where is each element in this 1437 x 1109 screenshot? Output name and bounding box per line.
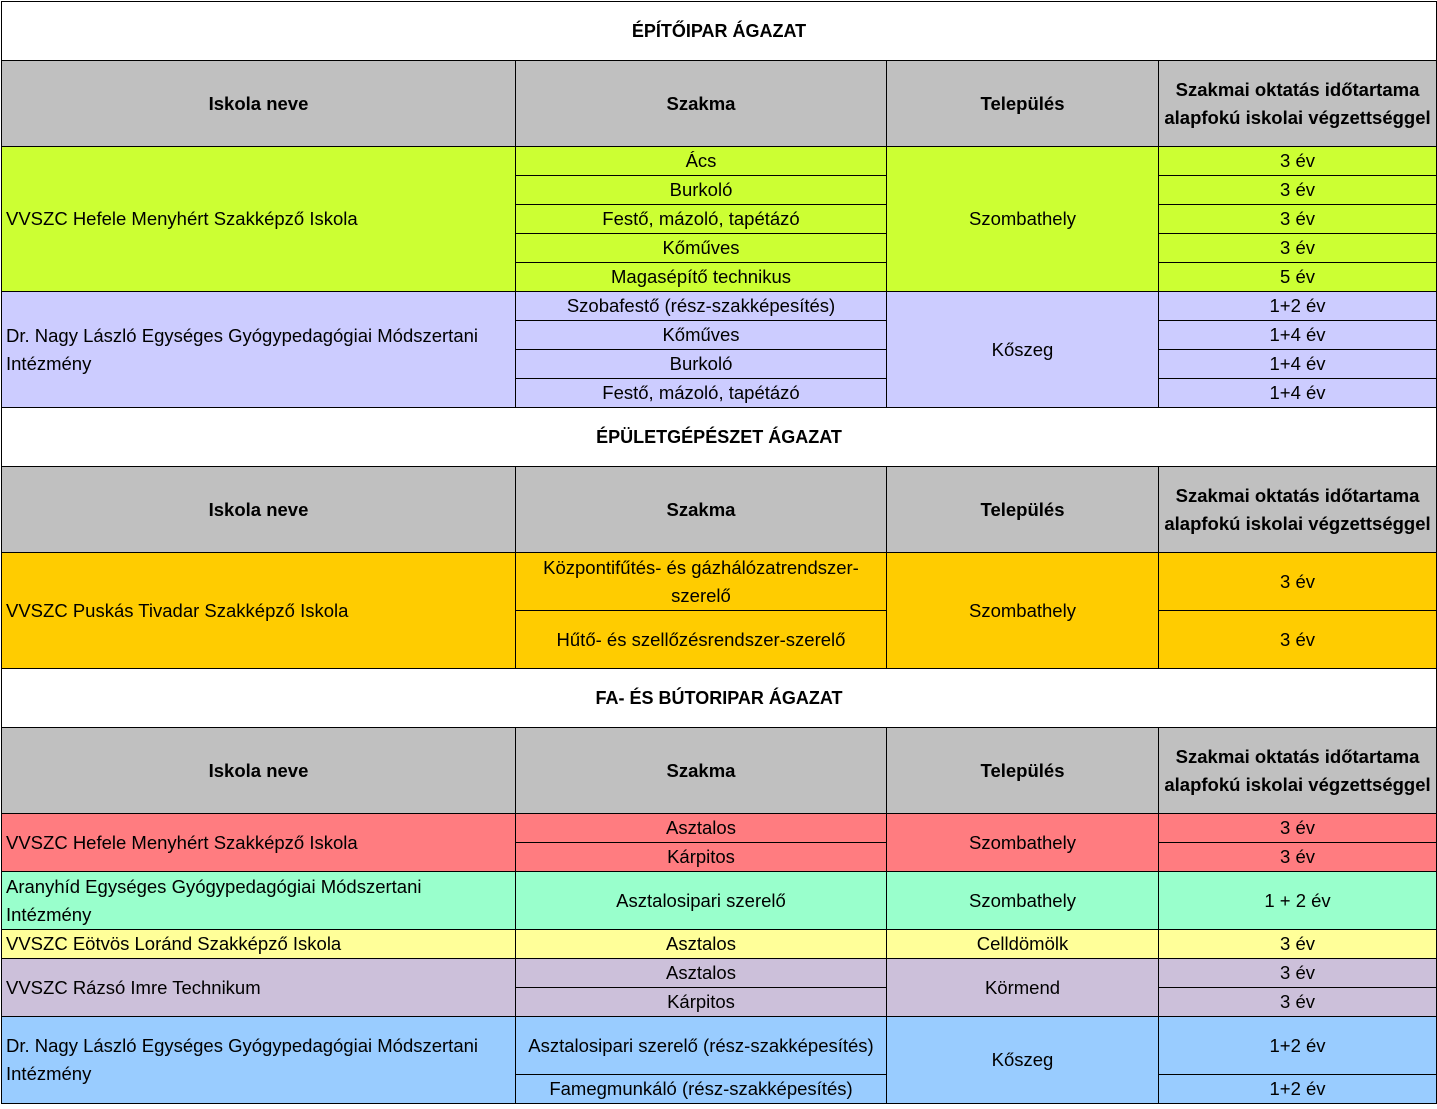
trade-cell: Famegmunkáló (rész-szakképesítés) (516, 1075, 887, 1104)
town-cell: Körmend (887, 959, 1159, 1017)
school-name: Dr. Nagy László Egységes Gyógypedagógiai Módszertani Intézmény (2, 1017, 516, 1104)
duration-cell: 1+4 év (1159, 379, 1437, 408)
duration-cell: 1+4 év (1159, 321, 1437, 350)
header-row (2, 728, 1437, 814)
duration-cell: 1+2 év (1159, 292, 1437, 321)
trade-cell: Asztalos (516, 814, 887, 843)
school-name: Dr. Nagy László Egységes Gyógypedagógiai Módszertani Intézmény (2, 292, 516, 408)
trade-cell: Festő, mázoló, tapétázó (516, 205, 887, 234)
school-name: Aranyhíd Egységes Gyógypedagógiai Módszertani Intézmény (2, 872, 516, 930)
training-table (1, 1, 1437, 1104)
table-row (2, 814, 1437, 843)
trade-cell: Asztalos (516, 959, 887, 988)
table-row (2, 292, 1437, 321)
header-duration: Szakmai oktatás időtartama alapfokú iskolai végzettséggel (1159, 728, 1437, 814)
trade-cell: Kárpitos (516, 843, 887, 872)
header-school: Iskola neve (2, 61, 516, 147)
duration-cell: 3 év (1159, 611, 1437, 669)
table-row (2, 930, 1437, 959)
duration-cell: 3 év (1159, 553, 1437, 611)
duration-cell: 3 év (1159, 930, 1437, 959)
duration-cell: 1+4 év (1159, 350, 1437, 379)
duration-cell: 3 év (1159, 814, 1437, 843)
header-school: Iskola neve (2, 728, 516, 814)
header-town: Település (887, 61, 1159, 147)
header-row (2, 467, 1437, 553)
trade-cell: Asztalos (516, 930, 887, 959)
duration-cell: 1+2 év (1159, 1075, 1437, 1104)
trade-cell: Központifűtés- és gázhálózatrendszer-szerelő (516, 553, 887, 611)
trade-cell: Szobafestő (rész-szakképesítés) (516, 292, 887, 321)
duration-cell: 3 év (1159, 176, 1437, 205)
duration-cell: 3 év (1159, 147, 1437, 176)
school-name: VVSZC Hefele Menyhért Szakképző Iskola (2, 147, 516, 292)
trade-cell: Asztalosipari szerelő (516, 872, 887, 930)
header-row (2, 61, 1437, 147)
duration-cell: 3 év (1159, 234, 1437, 263)
trade-cell: Kőműves (516, 234, 887, 263)
school-name: VVSZC Hefele Menyhért Szakképző Iskola (2, 814, 516, 872)
section-title: ÉPÜLETGÉPÉSZET ÁGAZAT (2, 408, 1437, 467)
header-trade: Szakma (516, 467, 887, 553)
town-cell: Szombathely (887, 814, 1159, 872)
section-title: FA- ÉS BÚTORIPAR ÁGAZAT (2, 669, 1437, 728)
trade-cell: Burkoló (516, 176, 887, 205)
duration-cell: 3 év (1159, 988, 1437, 1017)
header-trade: Szakma (516, 728, 887, 814)
trade-cell: Magasépítő technikus (516, 263, 887, 292)
trade-cell: Kőműves (516, 321, 887, 350)
table-row (2, 147, 1437, 176)
trade-cell: Hűtő- és szellőzésrendszer-szerelő (516, 611, 887, 669)
duration-cell: 3 év (1159, 205, 1437, 234)
town-cell: Celldömölk (887, 930, 1159, 959)
table-row (2, 959, 1437, 988)
header-duration: Szakmai oktatás időtartama alapfokú iskolai végzettséggel (1159, 467, 1437, 553)
section-title: ÉPÍTŐIPAR ÁGAZAT (2, 2, 1437, 61)
town-cell: Szombathely (887, 553, 1159, 669)
duration-cell: 3 év (1159, 843, 1437, 872)
town-cell: Kőszeg (887, 1017, 1159, 1104)
header-town: Település (887, 728, 1159, 814)
duration-cell: 3 év (1159, 959, 1437, 988)
school-name: VVSZC Rázsó Imre Technikum (2, 959, 516, 1017)
trade-cell: Ács (516, 147, 887, 176)
duration-cell: 5 év (1159, 263, 1437, 292)
town-cell: Kőszeg (887, 292, 1159, 408)
trade-cell: Asztalosipari szerelő (rész-szakképesítés) (516, 1017, 887, 1075)
header-duration: Szakmai oktatás időtartama alapfokú iskolai végzettséggel (1159, 61, 1437, 147)
header-school: Iskola neve (2, 467, 516, 553)
table-row (2, 553, 1437, 611)
school-name: VVSZC Eötvös Loránd Szakképző Iskola (2, 930, 516, 959)
header-trade: Szakma (516, 61, 887, 147)
trade-cell: Burkoló (516, 350, 887, 379)
header-town: Település (887, 467, 1159, 553)
school-name: VVSZC Puskás Tivadar Szakképző Iskola (2, 553, 516, 669)
trade-cell: Kárpitos (516, 988, 887, 1017)
table-row (2, 872, 1437, 930)
duration-cell: 1 + 2 év (1159, 872, 1437, 930)
table-row (2, 1017, 1437, 1075)
trade-cell: Festő, mázoló, tapétázó (516, 379, 887, 408)
town-cell: Szombathely (887, 872, 1159, 930)
town-cell: Szombathely (887, 147, 1159, 292)
duration-cell: 1+2 év (1159, 1017, 1437, 1075)
